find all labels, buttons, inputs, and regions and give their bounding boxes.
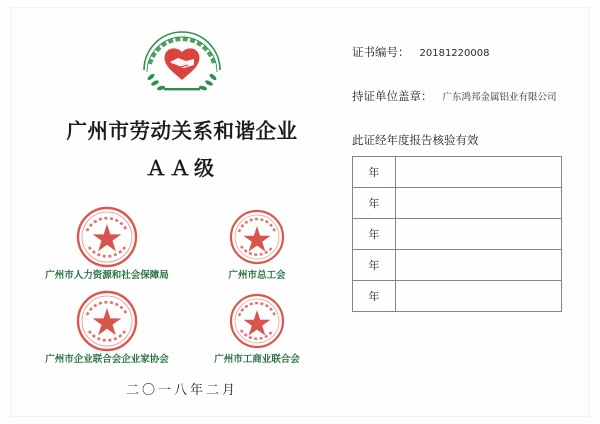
seal-human-resources-bureau-stamp [73,203,141,271]
year-note-cell[interactable] [395,157,561,188]
seal-caption: 广州市工商业联合会 [214,353,300,365]
seal-caption: 广州市企业联合会企业家协会 [45,353,169,365]
scan-edge [0,0,600,6]
seal-group [32,203,332,365]
year-label-cell: 年 [353,281,396,312]
certificate-number-row [352,44,574,60]
year-note-cell[interactable] [395,281,561,312]
certificate-number-label: 证书编号： [352,45,410,59]
table-row [353,250,562,281]
seal-enterprise-confederation [32,287,182,365]
table-row [353,188,562,219]
seal-row-top [32,203,332,281]
certificate-grade: ＡＡ级 [146,155,218,180]
year-label-cell: 年 [353,219,396,250]
holder-label: 持证单位盖章： [352,89,433,103]
seal-industry-commerce-federation [182,287,332,365]
harmony-handshake-emblem-icon [134,30,230,102]
certificate-right-column [352,44,574,312]
seal-enterprise-confederation-stamp [73,287,141,355]
certificate-left-column [32,30,332,398]
seal-industry-commerce-federation-stamp [223,287,291,355]
year-note-cell[interactable] [395,250,561,281]
certificate-number-value: 20181220008 [419,48,490,59]
seal-caption: 广州市总工会 [228,269,286,281]
year-label-cell: 年 [353,250,396,281]
seal-human-resources-bureau [32,203,182,281]
annual-verification-note: 此证经年度报告核验有效 [352,133,479,147]
year-note-cell[interactable] [395,188,561,219]
seal-caption: 广州市人力资源和社会保障局 [45,269,169,281]
table-row [353,281,562,312]
annual-verification-table [352,156,562,312]
seal-row-bottom [32,287,332,365]
table-row [353,219,562,250]
year-label-cell: 年 [353,188,396,219]
holder-value: 广东鸿邦金属铝业有限公司 [442,92,557,103]
year-label-cell: 年 [353,157,396,188]
seal-federation-trade-unions-stamp [223,203,291,271]
table-row [353,157,562,188]
certificate-title: 广州市劳动关系和谐企业 [66,119,298,143]
certificate-body [12,8,588,416]
seal-federation-trade-unions [182,203,332,281]
year-note-cell[interactable] [395,219,561,250]
holder-row [352,88,574,104]
issue-date: 二〇一八年二月 [125,382,238,398]
